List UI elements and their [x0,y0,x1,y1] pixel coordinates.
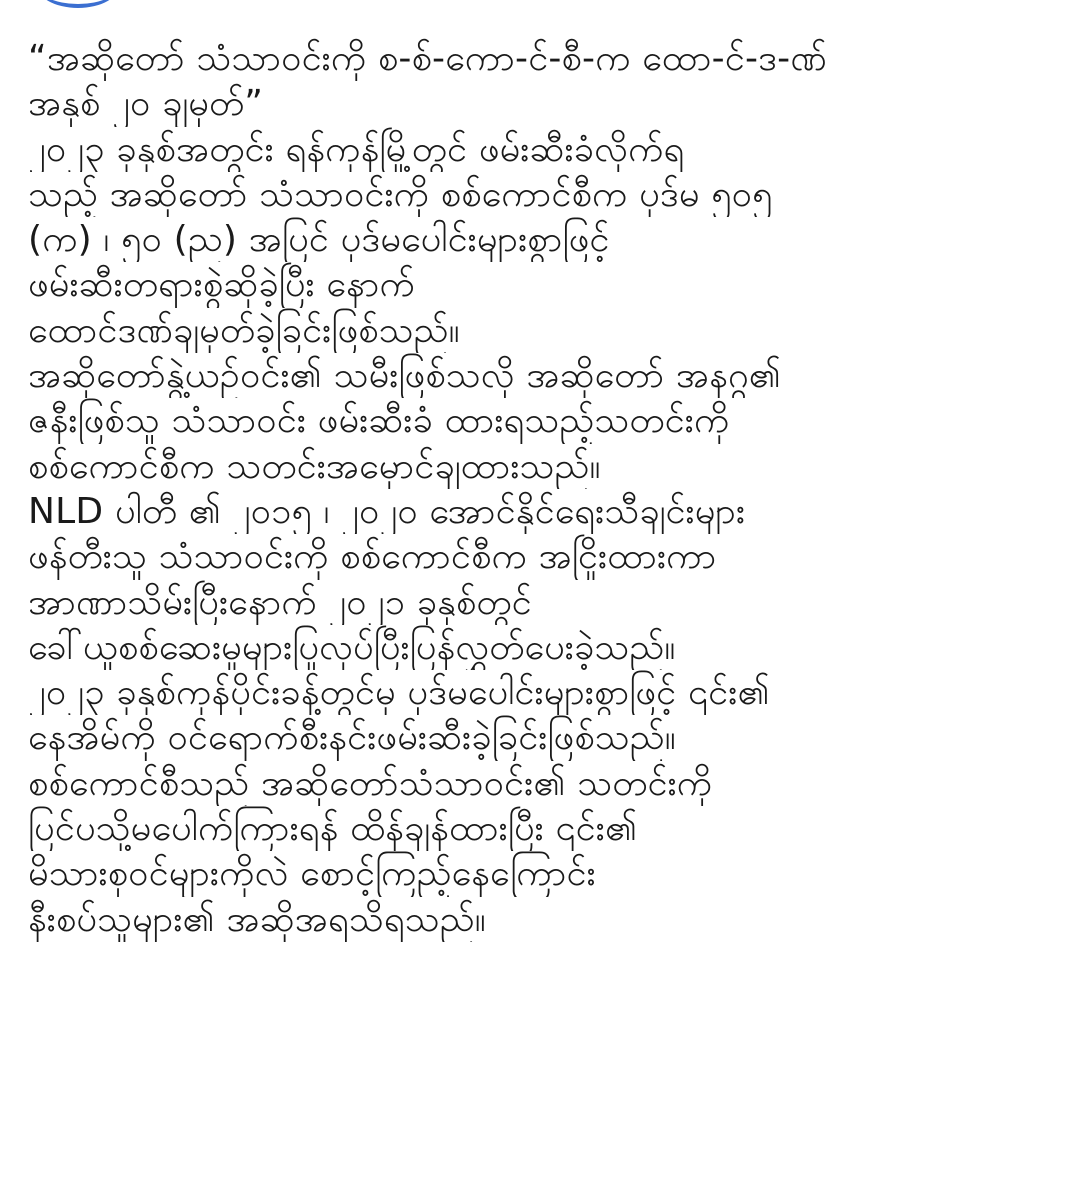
body-line: (က) ၊ ၅၀ (ည) အပြင် ပုဒ်မပေါင်းများစွာဖြင့် [28,219,610,261]
body-line: ထောင်ဒဏ်ချမှတ်ခဲ့ခြင်းဖြစ်သည်။ [28,309,460,351]
body-line: နီးစပ်သူများ၏ အဆိုအရသိရသည်။ [28,898,486,940]
body-line: ၂၀၂၃ ခုနှစ်အတွင်း ရန်ကုန်မြို့တွင် ဖမ်းဆီးခံလိုက်ရ [28,128,685,170]
body-line: စစ်ကောင်စီသည် အဆိုတော်သံသာဝင်း၏ သတင်းကို [28,762,713,804]
body-line: ဖမ်းဆီးတရားစွဲဆိုခဲ့ပြီး နောက် [28,264,415,306]
body-line: ပြင်ပသို့မပေါက်ကြားရန် ထိန်ချန်ထားပြီး ၎င်း၏ [28,808,638,850]
headline-line-1: “အဆိုတော် သံသာဝင်းကို စ-စ်-ကော-င်-စီ-က ထော-င်-ဒ-ဏ် [28,38,827,79]
avatar-edge-decoration [36,0,120,8]
body-line: အာဏာသိမ်းပြီးနောက် ၂၀၂၁ ခုနှစ်တွင် [28,581,532,623]
body-line: ဇနီးဖြစ်သူ သံသာဝင်း ဖမ်းဆီးခံ ထားရသည့်သတင်းကို [28,400,730,442]
body-line: ၂၀၂၃ ခုနှစ်ကုန်ပိုင်းခန့်တွင်မှ ပုဒ်မပေါင်းများစွာဖြင့် ၎င်း၏ [28,672,770,714]
body-line: နေအိမ်ကို ဝင်ရောက်စီးနင်းဖမ်းဆီးခဲ့ခြင်းဖြစ်သည်။ [28,717,676,759]
body-line: မိသားစုဝင်များကိုလဲ စောင့်ကြည့်နေကြောင်း [28,853,596,895]
body-line: ဖန်တီးသူ သံသာဝင်းကို စစ်ကောင်စီက အငြိုးထားကာ [28,536,717,578]
headline-line-2: အနှစ် ၂၀ ချမှတ်” [28,83,264,125]
body-line: NLD ပါတီ ၏ ၂၀၁၅ ၊ ၂၀၂၀ အောင်နိုင်ရေးသီချင်းများ [28,490,746,532]
body-line: ခေါ်ယူစစ်ဆေးမှုများပြုလုပ်ပြီးပြန်လွှတ်ပေးခဲ့သည်။ [28,626,676,668]
body-line: အဆိုတော်နွဲ့ယဉ်ဝင်း၏ သမီးဖြစ်သလို အဆိုတော် အနဂ္ဂ၏ [28,355,781,397]
post-body [28,36,1058,942]
body-line: စစ်ကောင်စီက သတင်းအမှောင်ချထားသည်။ [28,445,601,487]
body-line: သည့် အဆိုတော် သံသာဝင်းကို စစ်ကောင်စီက ပုဒ်မ ၅၀၅ [28,173,773,215]
